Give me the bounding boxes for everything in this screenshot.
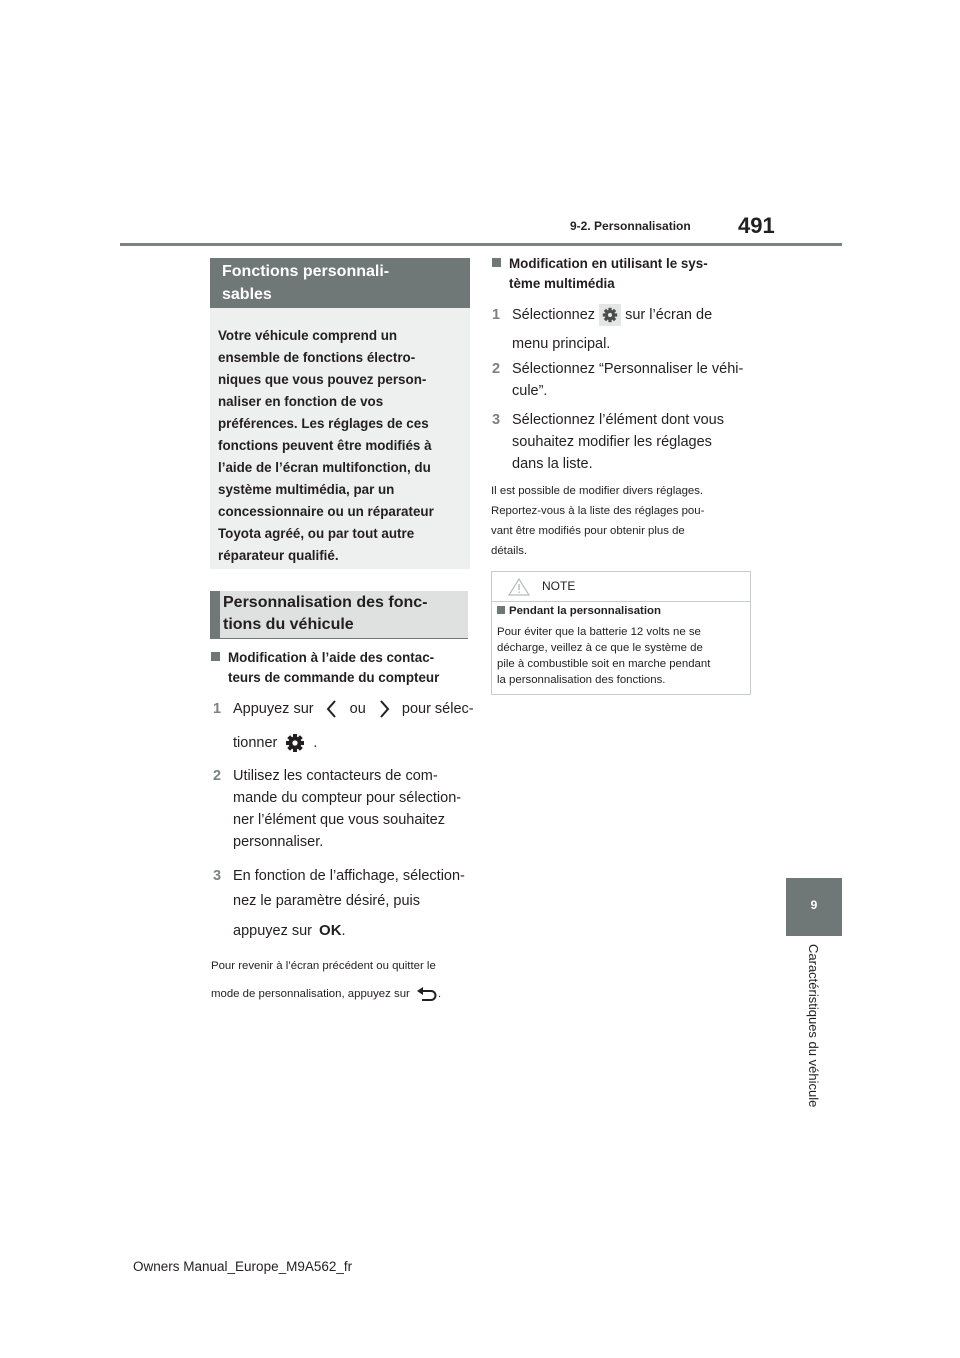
warning-icon [508, 578, 530, 596]
step-number: 3 [213, 868, 222, 884]
step-text: tionner [233, 735, 278, 751]
footer-manual-id: Owners Manual_Europe_M9A562_fr [133, 1259, 353, 1274]
step-line: Sélectionnez l’élément dont vous [512, 412, 724, 428]
step-text: appuyez sur [233, 923, 312, 939]
gear-icon [285, 733, 305, 753]
note-subhead [497, 605, 661, 617]
left-step-3 [213, 865, 473, 945]
step-number: 2 [213, 768, 222, 784]
intro-line: concessionnaire ou un réparateur [218, 504, 434, 519]
info-line: détails. [491, 545, 528, 557]
intro-text [218, 325, 468, 567]
bullet-square-icon [211, 652, 220, 661]
step-line: dans la liste. [512, 456, 593, 472]
intro-line: système multimédia, par un [218, 482, 395, 497]
bullet-square-icon [492, 258, 501, 267]
subhead-text [509, 254, 708, 294]
settings-icon-button [599, 304, 621, 326]
section-reference: 9-2. Personnalisation [570, 219, 691, 233]
note-subhead-text: Pendant la personnalisation [509, 605, 661, 617]
right-step-2 [492, 358, 752, 402]
heading-line: tions du véhicule [223, 616, 354, 633]
chapter-title: Caractéristiques du véhicule [806, 944, 821, 1108]
info-line: vant être modifiés pour obtenir plus de [491, 525, 685, 537]
subhead-line: Modification en utilisant le sys- [509, 256, 708, 271]
right-step-3 [492, 409, 752, 475]
ok-button-glyph: OK [319, 922, 342, 939]
step-line: Sélectionnez “Personnaliser le véhi- [512, 361, 744, 377]
chevron-right-icon [376, 699, 392, 719]
step-text: ou [349, 701, 366, 717]
intro-line: l’aide de l’écran multifonction, du [218, 460, 431, 475]
step-line: mande du compteur pour sélection- [233, 790, 462, 806]
chapter-number: 9 [810, 898, 818, 912]
step-text: . [341, 923, 346, 939]
intro-line: naliser en fonction de vos [218, 394, 384, 409]
subhead-text [228, 648, 439, 688]
note-body [497, 624, 745, 688]
info-text [491, 481, 761, 561]
intro-line: niques que vous pouvez person- [218, 372, 427, 387]
step-line: nez le paramètre désiré, puis [233, 893, 420, 909]
note-label: NOTE [542, 579, 576, 593]
step-line: souhaitez modifier les réglages [512, 434, 712, 450]
step-line: En fonction de l’affichage, sélection- [233, 868, 465, 884]
step-number: 2 [492, 361, 501, 377]
heading-line: sables [222, 286, 272, 303]
step-number: 1 [213, 701, 222, 717]
step-line: personnaliser. [233, 834, 324, 850]
heading-line: Fonctions personnali- [222, 263, 390, 280]
step-line: Utilisez les contacteurs de com- [233, 768, 438, 784]
back-arrow-icon [416, 986, 438, 1002]
info-line: Reportez-vous à la liste des réglages pou- [491, 505, 705, 517]
step-line: menu principal. [512, 336, 611, 352]
step-text: Sélectionnez [512, 307, 596, 323]
page-number: 491 [738, 213, 775, 238]
return-note-line: Pour revenir à l’écran précédent ou quitter le [211, 960, 436, 972]
intro-line: Toyota agréé, ou par tout autre [218, 526, 415, 541]
subhead-line: Modification à l’aide des contac- [228, 650, 435, 665]
step-line: cule”. [512, 383, 548, 399]
intro-line: réparateur qualifié. [218, 548, 339, 563]
step-text: . [313, 735, 318, 751]
heading-line: Personnalisation des fonc- [223, 594, 428, 611]
heading-personnalisation-fonctions [210, 591, 468, 639]
chapter-title-vertical [806, 944, 826, 1124]
chevron-left-icon [324, 699, 340, 719]
left-step-2 [213, 765, 473, 853]
return-note-text: . [438, 988, 442, 1000]
header-rule [120, 243, 842, 246]
note-line: pile à combustible soit en marche pendant [497, 658, 711, 670]
intro-line: fonctions peuvent être modifiés à [218, 438, 432, 453]
step-number: 1 [492, 307, 501, 323]
note-line: décharge, veillez à ce que le système de [497, 642, 703, 654]
intro-line: Votre véhicule comprend un [218, 328, 398, 343]
step-number: 3 [492, 412, 501, 428]
heading-fonctions-personnalisables [210, 258, 470, 308]
note-box [491, 571, 751, 695]
gear-icon [602, 307, 618, 323]
subhead-line: teurs de commande du compteur [228, 670, 440, 685]
left-step-1 [213, 698, 473, 762]
subhead-line: tème multimédia [509, 276, 615, 291]
subhead-multimedia [492, 254, 752, 294]
bullet-square-icon [497, 606, 505, 614]
right-step-1 [492, 304, 752, 360]
note-line: la personnalisation des fonctions. [497, 674, 666, 686]
subhead-meter-switches [211, 648, 471, 688]
info-line: Il est possible de modifier divers réglages. [491, 485, 704, 497]
return-note-line [211, 984, 481, 1004]
intro-line: préférences. Les réglages de ces [218, 416, 429, 431]
intro-box [210, 308, 470, 569]
heading-accent-bar [210, 591, 220, 638]
step-text: sur l’écran de [625, 307, 713, 323]
note-line: Pour éviter que la batterie 12 volts ne se [497, 626, 701, 638]
intro-line: ensemble de fonctions électro- [218, 350, 416, 365]
heading-text [222, 260, 462, 306]
note-header [492, 572, 750, 602]
step-text: pour sélec- [401, 701, 474, 717]
step-text: Appuyez sur [233, 701, 314, 717]
return-note-text: mode de personnalisation, appuyez sur [211, 988, 410, 1000]
heading-text [223, 592, 463, 636]
step-line: ner l’élément que vous souhaitez [233, 812, 445, 828]
